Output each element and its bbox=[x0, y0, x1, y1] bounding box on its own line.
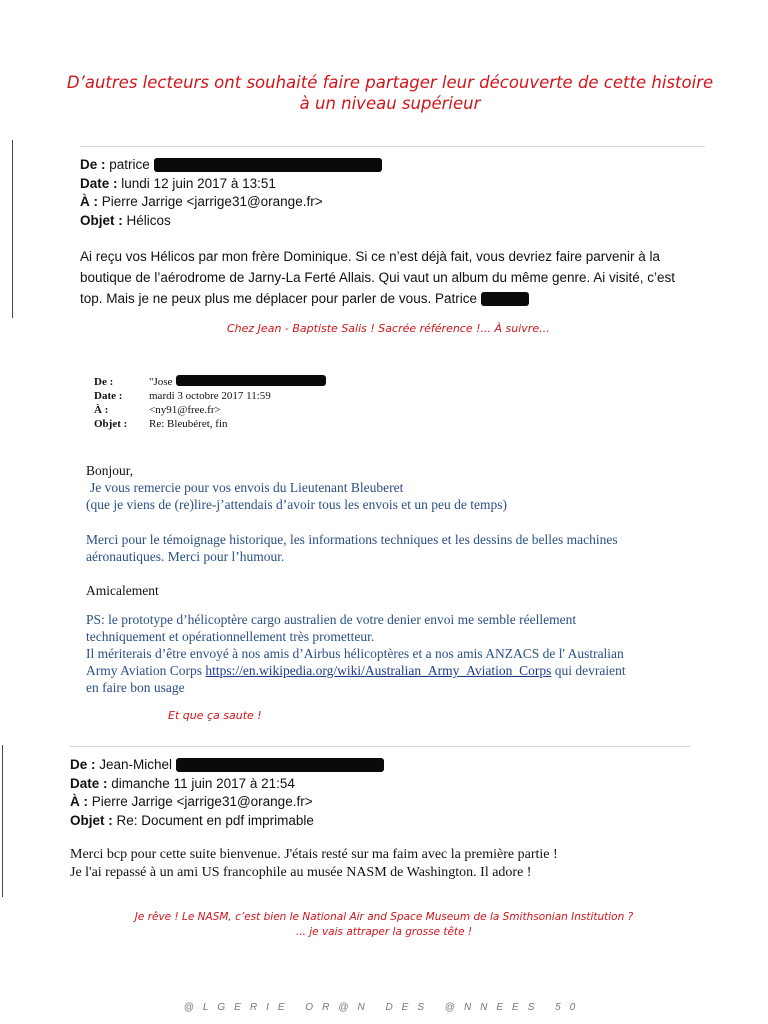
email2-to: À : <ny91@free.fr> bbox=[94, 404, 221, 416]
page-title bbox=[20, 72, 760, 114]
margin-line bbox=[12, 140, 13, 318]
email1-subject-value: Hélicos bbox=[126, 212, 171, 228]
email3-subject: Objet : Re: Document en pdf imprimable bbox=[70, 812, 314, 828]
page-title-line1: D’autres lecteurs ont souhaité faire partager leur découverte de cette histoire bbox=[66, 73, 714, 92]
email1-header bbox=[80, 156, 720, 230]
email1-to-value: Pierre Jarrige <jarrige31@orange.fr> bbox=[101, 194, 323, 209]
email1-body: Ai reçu vos Hélicos par mon frère Dominique. Si ce n’est déjà fait, vous devriez faire parvenir à la boutique de l’aérodrome de Jarny-La Ferté Allais. Qui vaut un album du même genre. Ai visité, c’est top. Mais je ne peux plus me déplacer pour parler de vous. Patrice bbox=[80, 249, 676, 306]
email3-from-value: Jean-Michel bbox=[99, 757, 173, 772]
page-title-line2: à un niveau supérieur bbox=[299, 94, 481, 113]
email3-to: À : Pierre Jarrige <jarrige31@orange.fr> bbox=[70, 794, 313, 809]
redaction-mark bbox=[176, 375, 326, 386]
email1-date-value: lundi 12 juin 2017 à 13:51 bbox=[121, 175, 276, 191]
email1-from-value: patrice bbox=[109, 157, 150, 172]
redaction-mark bbox=[154, 158, 382, 172]
email2-greeting: Bonjour, bbox=[86, 463, 134, 478]
email1-date: Date : lundi 12 juin 2017 à 13:51 bbox=[80, 175, 276, 191]
email2-body: Bonjour, Je vous remercie pour vos envois du Lieutenant Bleuberet (que je viens de (re)lire-j’attendais d’avoir tous les envois et un peu de temps) Merci pour le témoignage historique, les informations techniques et les dessins de belles machines aéronautiques. Merci pour l’humour. Amicalement PS: le prototype d’hélicoptère cargo australien de votre denier envoi me semble réellement techniquement et opérationnellement très prometteur. Il mériterais d’être envoyé à nos amis d’Airbus hélicoptères et a nos amis ANZACS de l' Australian Army Aviation Corps https://en.wikipedia.org/wiki/Australian_Army_Aviation_Corps qui devraient en faire bon usage bbox=[86, 462, 746, 696]
divider bbox=[70, 746, 690, 747]
email2-from-value: "Jose bbox=[149, 376, 173, 388]
email2-date: Date : mardi 3 octobre 2017 11:59 bbox=[94, 390, 271, 402]
email2-subject: Objet : Re: Bleubéret, fin bbox=[94, 418, 228, 430]
footer: @LGERIE OR@N DES @NNEES 50 bbox=[183, 1002, 585, 1013]
handwritten-note: Et que ça saute ! bbox=[168, 709, 262, 722]
wikipedia-link[interactable]: https://en.wikipedia.org/wiki/Australian_Army_Aviation_Corps bbox=[205, 663, 552, 678]
email1-to: À : Pierre Jarrige <jarrige31@orange.fr> bbox=[80, 194, 323, 209]
divider bbox=[80, 146, 705, 147]
email1-from: De : patrice bbox=[80, 156, 720, 175]
handwritten-note: Chez Jean - Baptiste Salis ! Sacrée référence !... À suivre... bbox=[227, 322, 550, 335]
margin-line bbox=[2, 745, 3, 897]
email2-header bbox=[94, 375, 326, 431]
redaction-mark bbox=[176, 758, 384, 772]
handwritten-note: Je rêve ! Le NASM, c’est bien le National Air and Space Museum de la Smithsonian Institution ? ... je vais attraper la grosse tête ! bbox=[134, 911, 634, 938]
redaction-mark bbox=[481, 292, 529, 306]
email3-body: Merci bcp pour cette suite bienvenue. J'étais resté sur ma faim avec la première partie ! Je l'ai repassé à un ami US francophile au musée NASM de Washington. Il adore ! bbox=[70, 847, 558, 880]
email3-date: Date : dimanche 11 juin 2017 à 21:54 bbox=[70, 775, 295, 791]
email1-subject: Objet : Hélicos bbox=[80, 212, 171, 228]
email2-signoff: Amicalement bbox=[86, 583, 159, 598]
email3-from: De : Jean-Michel bbox=[70, 756, 710, 775]
email2-from: De : "Jose bbox=[94, 375, 326, 389]
email3-header bbox=[70, 756, 710, 830]
